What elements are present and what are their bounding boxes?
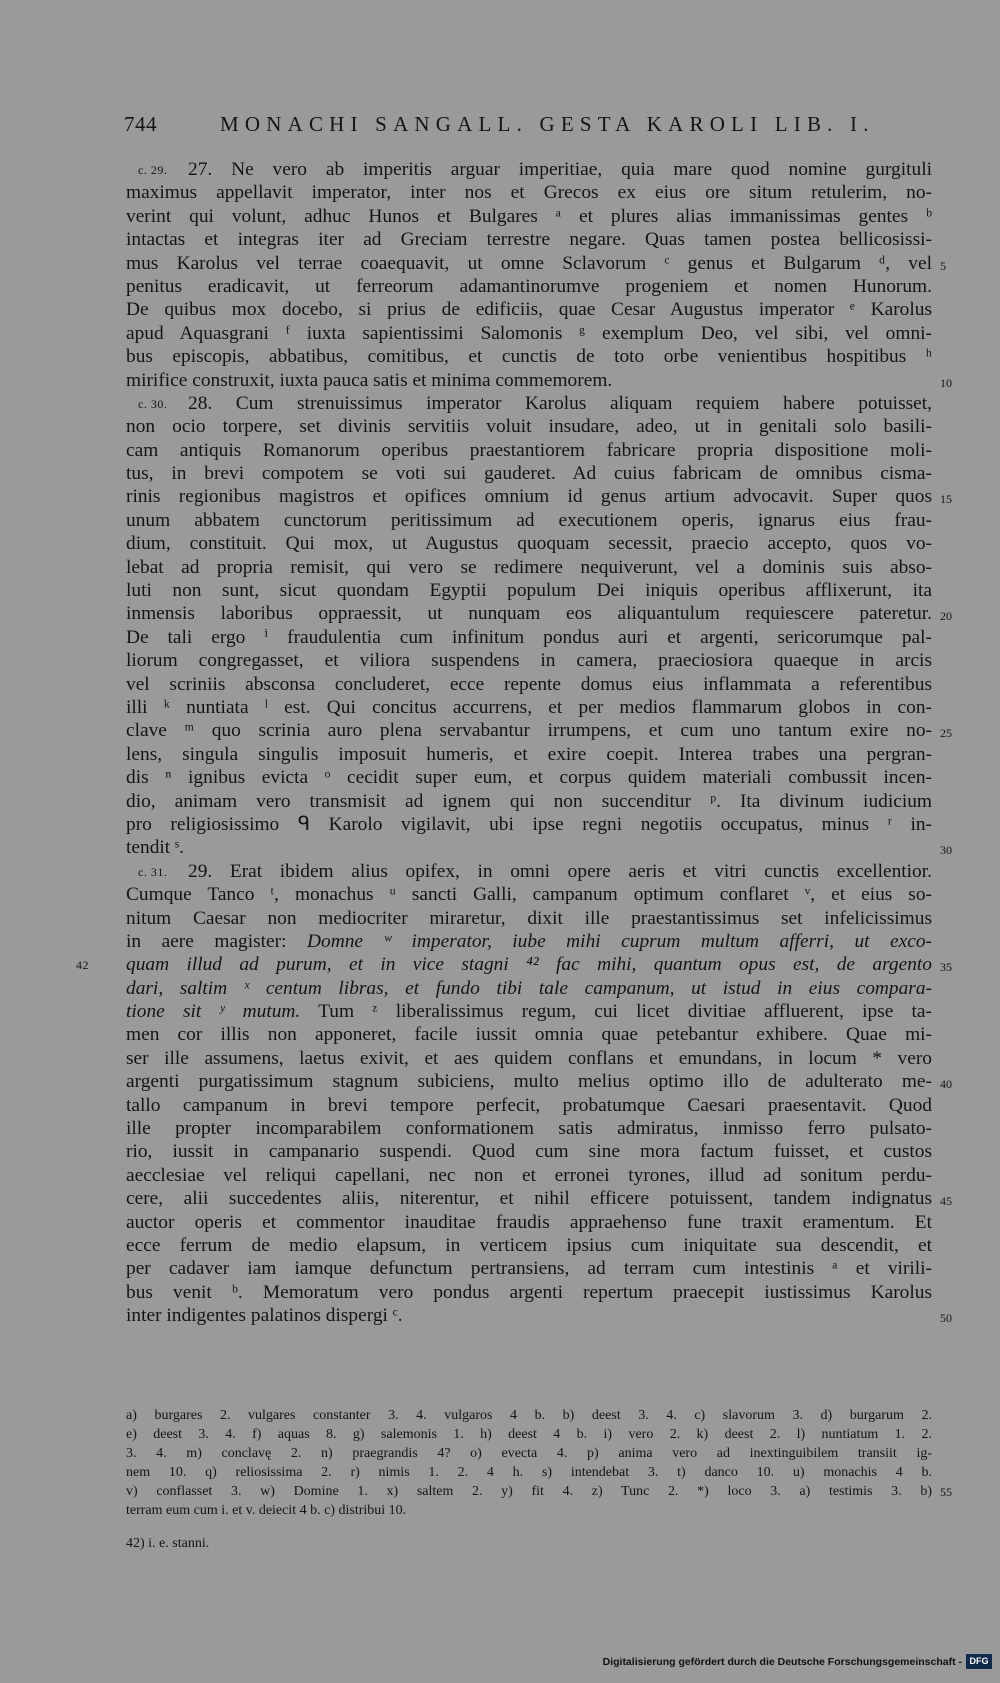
body_lines-line [126,392,932,415]
body_lines-line [126,696,932,719]
body_lines-line [126,836,952,859]
line-text: Tum ᶻ liberalissimus regum, cui licet divitiae affluerent, ipse ta- [300,1001,932,1023]
body_lines-line [126,509,932,532]
body_lines-line [126,813,932,836]
body_lines-line [126,532,932,555]
footnote_lines-line [126,1501,932,1520]
line-text: bus episcopis, abbatibus, comitibus, et cunctis de toto orbe venientibus hospitibus ʰ [126,346,932,368]
line-number: 5 [940,258,946,273]
body_lines-line [126,930,932,953]
line-number: 25 [940,726,952,741]
line-text: v) conflasset 3. w) Domine 1. x) saltem 2. y) fit 4. z) Tunc 2. *) loco 3. a) testimis 3. b) [126,1484,932,1499]
line-text: lens, singula singulis imposuit humeris, et exire coepit. Interea trabes una pergran- [126,743,932,765]
line-text: per cadaver iam iamque defunctum pertransiens, ad terram cum intestinis ᵃ et virili- [126,1258,932,1280]
line-text: auctor operis et commentor inauditae fraudis appraehenso fune traxit eramentum. Et [126,1211,932,1233]
line-text: De tali ergo ⁱ fraudulentia cum infinitum pondus auri et argenti, sericorumque pal- [126,626,932,648]
body_lines-line [126,485,952,508]
body_lines-line [126,1281,932,1304]
italic-speech: tione sit ʸ mutum. [126,1001,301,1023]
body_lines-line [126,275,932,298]
line-number: 55 [940,1485,952,1499]
line-text: 27. Ne vero ab imperitis arguar imperitiae, quia mare quod nomine gurgituli [188,159,932,180]
body_lines-line [126,345,932,368]
line-text: De quibus mox docebo, si prius de edificiis, quae Cesar Augustus imperator ᵉ Karolus [126,299,932,321]
line-number: 45 [940,1194,952,1209]
line-text: apud Aquasgrani ᶠ iuxta sapientissimi Salomonis ᵍ exemplum Deo, vel sibi, vel omni- [126,322,932,344]
body_lines-line [126,1140,932,1163]
line-text: tallo campanum in brevi tempore perfecit, probatumque Caesari praesentavit. Quod [126,1094,932,1116]
body_lines-line [126,907,932,930]
body_lines-line [126,1234,932,1257]
line-text: liorum congregasset, et viliora suspendens in camera, praeciosiora quaeque in arcis [126,650,932,672]
line-number: 30 [940,843,952,858]
line-text: cam antiquis Romanorum operibus praestantiorem fabricare propria dispositione moli- [126,439,932,461]
line-text: argenti purgatissimum stagnum subiciens, multo melius optimo illo de adulterato me- [126,1071,932,1093]
line-text: bus venit ᵇ. Memoratum vero pondus argenti repertum praecepit iustissimus Karolus [126,1281,932,1303]
body_lines-line [126,649,932,672]
footnote_lines-line [126,1463,932,1482]
body_lines-line [126,860,932,883]
line-text: tus, in brevi compotem se voti sui gauderet. Ad cuius fabricam de omnibus cisma- [126,463,932,485]
line-text: tendit ˢ. [126,837,184,859]
line-text: dis ⁿ ignibus evicta ᵒ cecidit super eum, et corpus quidem materiali combussit incen- [126,767,932,789]
body_lines-line [126,322,932,345]
italic-speech: Domne ʷ imperator, iube mihi cuprum multum afferri, ut exco- [307,930,932,952]
line-text: rio, iussit in campanario suspendi. Quod cum sine mora factum fuisset, et custos [126,1141,932,1163]
body_lines-line [126,1304,952,1327]
body_lines-line [126,1257,932,1280]
line-number: 20 [940,609,952,624]
digitization-credit: Digitalisierung gefördert durch die Deutsche Forschungsgemeinschaft - [602,1656,962,1668]
footnote_lines-line [126,1425,932,1444]
line-text: ser ille assumens, laetus exivit, et aes quidem conflans et emundans, in locum * vero [126,1047,932,1069]
line-text: non ocio torpere, set divinis servitiis voluit insudare, adeo, ut in genitali solo basili- [126,416,932,438]
body_lines-line [126,1211,932,1234]
body_lines-line [126,673,932,696]
body_lines-line [126,252,946,275]
line-text: unum abbatem cunctorum peritissimum ad executionem operis, ignarus eius frau- [126,509,932,531]
body_lines-line [126,1187,952,1210]
body_lines-line [126,579,932,602]
line-text: verint qui volunt, adhuc Hunos et Bulgares ᵃ et plures alias immanissimas gentes ᵇ [126,205,932,227]
line-text: luti non sunt, sicut quondam Egyptii populum Dei iniquis operibus afflixerunt, ita [126,580,932,602]
body_lines-line [126,977,932,1000]
body_lines-line [126,205,932,228]
line-text: ecce ferrum de medio elapsum, in verticem ipsius cum iniquitate sua descendit, et [126,1234,932,1256]
body_lines-line [126,181,932,204]
line-text: vel scriniis absconsa concluderet, ecce repente domus eius inflammata a referentibus [126,673,932,695]
body_lines-line [126,1070,952,1093]
footnote_lines-line [126,1406,932,1425]
body_lines-line [126,369,952,392]
line-text: inter indigentes palatinos dispergi ᶜ. [126,1305,403,1327]
line-text: intactas et integras iter ad Greciam terrestre negare. Quas tamen postea bellicosissi- [126,229,932,251]
margin-reference: c. 30. [138,396,168,411]
line-text: terram eum cum i. et v. deiecit 4 b. c) distribui 10. [126,1503,407,1518]
body_lines-line [126,602,952,625]
line-text: clave ᵐ quo scrinia auro plena servabantur irrumpens, et cum uno tantum exire no- [126,720,932,742]
body_lines-line [126,626,932,649]
italic-speech: dari, saltim ˣ centum libras, et fundo tibi tale campanum, ut istud in eius compara- [126,977,932,999]
body_lines-line [126,462,932,485]
line-text: nem 10. q) reliosissima 2. r) nimis 1. 2. 4 h. s) intendebat 3. t) danco 10. u) monachis 4 b. [126,1465,932,1480]
body_lines-line [76,953,952,976]
body_lines-line [126,556,932,579]
body_lines-line [126,790,932,813]
footnote_lines-line [126,1444,932,1463]
body_lines-line [126,298,932,321]
line-text: illi ᵏ nuntiata ˡ est. Qui concitus accurrens, et per medios flammarum globos in con- [126,696,932,718]
running-header [124,112,934,142]
line-text: aecclesiae vel reliqui capellani, nec non et erronei tyrones, illud ad sonitum perdu- [126,1164,932,1186]
line-text: men cor illis non apponeret, facile iussit omnia quae petebantur exhibere. Quae mi- [126,1024,932,1046]
dfg-logo: DFG [966,1654,992,1669]
italic-speech: quam illud ad purum, et in vice stagni ⁴² fac mihi, quantum opus est, de argento [126,954,932,976]
running-title: MONACHI SANGALL. GESTA KAROLI LIB. I. [220,112,875,136]
body_lines-line [126,1000,932,1023]
body_lines-line [126,1164,932,1187]
body_lines-line [126,415,932,438]
line-text: mus Karolus vel terrae coaequavit, ut omne Sclavorum ᶜ genus et Bulgarum ᵈ, vel [126,252,932,274]
margin-reference: c. 31. [138,864,168,879]
line-number: 15 [940,492,952,507]
line-text: dio, animam vero transmisit ad ignem qui non succenditur ᵖ. Ita divinum iudicium [126,790,932,812]
editor-note-42: 42) i. e. stanni. [126,1536,210,1551]
line-text: ille propter incomparabilem conformationem satis admiratus, inmisso ferro pulsato- [126,1118,932,1140]
body_lines-line [126,719,952,742]
line-number: 50 [940,1311,952,1326]
footnotes [126,1406,952,1520]
line-text: mirifice construxit, iuxta pauca satis et minima commemorem. [126,369,613,391]
line-text: nitum Caesar non mediocriter miraretur, dixit ille praestantissimus set infelicissimus [126,907,932,929]
page-number: 744 [124,112,157,136]
line-text: Cumque Tanco ᵗ, monachus ᵘ sancti Galli, campanum optimum conflaret ᵛ, et eius so- [126,884,932,906]
main-text [0,158,1000,1328]
body_lines-line [126,1117,932,1140]
body_lines-line [126,1094,932,1117]
line-text: pro religiosissimo ᑫ Karolo vigilavit, ubi ipse regni negotiis occupatus, minus ʳ in- [126,813,932,835]
line-text: 28. Cum strenuissimus imperator Karolus aliquam requiem habere potuisset, [188,392,932,414]
body_lines-line [126,766,932,789]
line-text: in aere magister: [126,930,307,952]
line-text: 3. 4. m) conclavę 2. n) praegrandis 4? o) evecta 4. p) anima vero ad inextinguibilem transiit ig- [126,1446,932,1461]
line-text: lebat ad propria remisit, qui vero se redimere nequiverunt, vel a dominis suis abso- [126,556,932,578]
line-text: maximus appellavit imperator, inter nos et Grecos ex eius ore situm retulerim, no- [126,182,932,204]
line-number: 40 [940,1077,952,1092]
body_lines-line [126,883,932,906]
body_lines-line [126,158,932,181]
line-text: e) deest 3. 4. f) aquas 8. g) salemonis 1. h) deest 4 b. i) vero 2. k) deest 2. l) nuntiatum 1. 2. [126,1427,932,1442]
body_lines-line [126,1047,932,1070]
footnote_lines-line [126,1482,952,1501]
line-text: rinis regionibus magistros et opifices omnium id genus artium advocavit. Super quos [126,486,932,508]
line-text: 29. Erat ibidem alius opifex, in omni opere aeris et vitri cunctis excellentior. [188,860,932,882]
body_lines-line [126,439,932,462]
line-text: inmensis laboribus oppraessit, ut nunquam eos aliquantulum requiescere pateretur. [126,603,932,625]
line-text: penitus eradicavit, ut ferreorum adamantinorumve progeniem et nomen Hunorum. [126,275,932,297]
margin-reference: c. 29. [138,163,168,177]
body_lines-line [126,1023,932,1046]
line-number: 10 [940,375,952,390]
body_lines-line [126,228,932,251]
line-text: a) burgares 2. vulgares constanter 3. 4. vulgaros 4 b. b) deest 3. 4. c) slavorum 3. d) burgarum 2. [126,1408,932,1423]
line-text: dium, constituit. Qui mox, ut Augustus quoquam secessit, praecio accepto, quos vo- [126,533,932,555]
margin-reference: 42 [76,958,89,973]
line-text: cere, alii succedentes aliis, niterentur, et nihil efficere potuissent, tandem indignatus [126,1188,932,1210]
line-number: 35 [940,960,952,975]
body_lines-line [126,743,932,766]
